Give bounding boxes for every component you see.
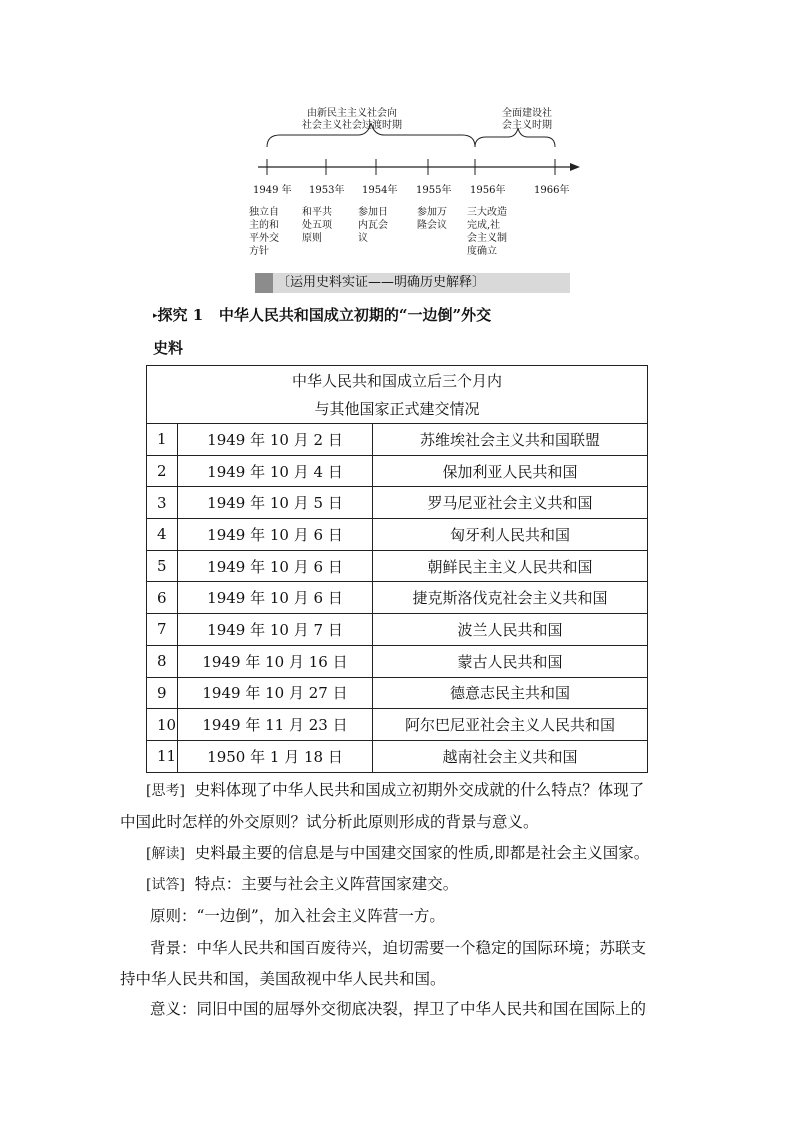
row-number: 10 xyxy=(147,709,178,741)
row-date: 1949 年 10 月 4 日 xyxy=(178,455,373,487)
period-line: 全面建设社 xyxy=(502,108,552,119)
event-line: 和平共 xyxy=(302,207,332,218)
table-row xyxy=(147,709,648,741)
table-title xyxy=(147,366,648,424)
section-title: 中华人民共和国成立初期的“一边倒”外交 xyxy=(218,306,492,324)
event-1955 xyxy=(417,206,447,232)
event-line: 参加日 xyxy=(358,207,388,218)
event-1949 xyxy=(249,206,279,258)
row-date: 1949 年 10 月 6 日 xyxy=(178,519,373,551)
table-title-line: 与其他国家正式建交情况 xyxy=(314,399,480,418)
year-1954: 1954年 xyxy=(362,185,398,196)
timeline-arrow xyxy=(570,163,580,171)
row-country: 蒙古人民共和国 xyxy=(373,645,648,677)
event-line: 度确立 xyxy=(467,246,497,257)
row-country: 朝鲜民主主义人民共和国 xyxy=(373,550,648,582)
row-number: 6 xyxy=(147,582,178,614)
row-country: 保加利亚人民共和国 xyxy=(373,455,648,487)
event-line: 参加万 xyxy=(417,207,447,218)
table-row xyxy=(147,455,648,487)
event-line: 独立自 xyxy=(249,207,279,218)
table-row xyxy=(147,677,648,709)
row-number: 9 xyxy=(147,677,178,709)
interpret-paragraph xyxy=(146,843,649,864)
table-title-line: 中华人民共和国成立后三个月内 xyxy=(291,371,502,390)
event-line: 议 xyxy=(358,233,368,244)
period-line: 会主义时期 xyxy=(502,120,552,131)
event-line: 主的和 xyxy=(249,220,279,231)
table-row xyxy=(147,519,648,551)
event-line: 三大改造 xyxy=(467,207,507,218)
event-1954 xyxy=(358,206,388,245)
row-country: 越南社会主义共和国 xyxy=(373,740,648,772)
answer-feature: 特点：主要与社会主义阵营国家建交。 xyxy=(194,875,459,893)
event-line: 完成,社 xyxy=(467,220,501,231)
period-label-transition xyxy=(302,108,402,132)
event-line: 方针 xyxy=(249,246,269,257)
think-line: 史料体现了中华人民共和国成立初期外交成就的什么特点？体现了 xyxy=(194,781,645,799)
row-date: 1949 年 10 月 6 日 xyxy=(178,550,373,582)
table-row xyxy=(147,550,648,582)
table-row xyxy=(147,487,648,519)
table-row xyxy=(147,645,648,677)
answer-background: 背景：中华人民共和国百废待兴，迫切需要一个稳定的国际环境；苏联支 xyxy=(150,939,647,957)
event-line: 隆会议 xyxy=(417,220,447,231)
banner-block xyxy=(255,273,273,293)
event-line: 平外交 xyxy=(249,233,279,244)
timeline-diagram xyxy=(240,95,590,265)
year-1949: 1949 年 xyxy=(253,185,292,196)
row-date: 1949 年 10 月 6 日 xyxy=(178,582,373,614)
section-heading xyxy=(153,304,491,325)
row-date: 1949 年 10 月 7 日 xyxy=(178,614,373,646)
answer-tag: [试答] xyxy=(146,877,185,893)
event-line: 原则 xyxy=(302,233,322,244)
marker-icon: ▸ xyxy=(153,311,158,321)
table-row xyxy=(147,740,648,772)
section-banner xyxy=(255,273,570,293)
banner-label: 运用史料实证——明确历史解释 xyxy=(290,275,473,290)
row-number: 3 xyxy=(147,487,178,519)
period-line: 社会主义社会过渡时期 xyxy=(302,120,402,131)
row-date: 1949 年 10 月 5 日 xyxy=(178,487,373,519)
answer-significance: 意义：同旧中国的屈辱外交彻底决裂，捍卫了中华人民共和国在国际上的 xyxy=(150,1000,647,1018)
row-number: 8 xyxy=(147,645,178,677)
row-date: 1949 年 10 月 16 日 xyxy=(178,645,373,677)
row-country: 苏维埃社会主义共和国联盟 xyxy=(373,424,648,456)
think-tag: [思考] xyxy=(146,783,185,799)
event-line: 会主义制 xyxy=(467,233,507,244)
row-number: 5 xyxy=(147,550,178,582)
answer-paragraph xyxy=(146,874,458,895)
section-label: 探究 1 xyxy=(157,306,204,324)
row-country: 波兰人民共和国 xyxy=(373,614,648,646)
table-row xyxy=(147,614,648,646)
row-country: 捷克斯洛伐克社会主义共和国 xyxy=(373,582,648,614)
row-country: 匈牙利人民共和国 xyxy=(373,519,648,551)
row-date: 1950 年 1 月 18 日 xyxy=(178,740,373,772)
event-line: 内瓦会 xyxy=(358,220,388,231)
answer-principle: 原则：“一边倒”，加入社会主义阵营一方。 xyxy=(150,907,445,925)
interpret-tag: [解读] xyxy=(146,846,185,862)
year-1953: 1953年 xyxy=(309,185,345,196)
answer-background-cont: 持中华人民共和国，美国敌视中华人民共和国。 xyxy=(120,970,446,988)
row-number: 7 xyxy=(147,614,178,646)
row-number: 2 xyxy=(147,455,178,487)
row-number: 1 xyxy=(147,424,178,456)
row-number: 4 xyxy=(147,519,178,551)
event-line: 处五项 xyxy=(302,220,332,231)
table-row xyxy=(147,424,648,456)
table-row xyxy=(147,582,648,614)
think-line: 中国此时怎样的外交原则？试分析此原则形成的背景与意义。 xyxy=(120,813,539,831)
diplomatic-relations-table xyxy=(146,365,648,773)
row-country: 德意志民主共和国 xyxy=(373,677,648,709)
row-date: 1949 年 10 月 27 日 xyxy=(178,677,373,709)
row-country: 罗马尼亚社会主义共和国 xyxy=(373,487,648,519)
row-country: 阿尔巴尼亚社会主义人民共和国 xyxy=(373,709,648,741)
period-label-construction xyxy=(502,108,552,132)
event-1956 xyxy=(467,206,507,258)
year-1956: 1956年 xyxy=(470,185,506,196)
year-1966: 1966年 xyxy=(534,185,570,196)
year-1955: 1955年 xyxy=(416,185,452,196)
banner-text: 〔运用史料实证——明确历史解释〕 xyxy=(277,275,486,290)
event-1953 xyxy=(302,206,332,245)
interpret-text: 史料最主要的信息是与中国建交国家的性质,即都是社会主义国家。 xyxy=(194,844,650,862)
row-number: 11 xyxy=(147,740,178,772)
row-date: 1949 年 10 月 2 日 xyxy=(178,424,373,456)
row-date: 1949 年 11 月 23 日 xyxy=(178,709,373,741)
think-paragraph xyxy=(146,780,644,801)
source-label: 史料 xyxy=(153,339,184,357)
period-line: 由新民主主义社会向 xyxy=(307,108,397,119)
